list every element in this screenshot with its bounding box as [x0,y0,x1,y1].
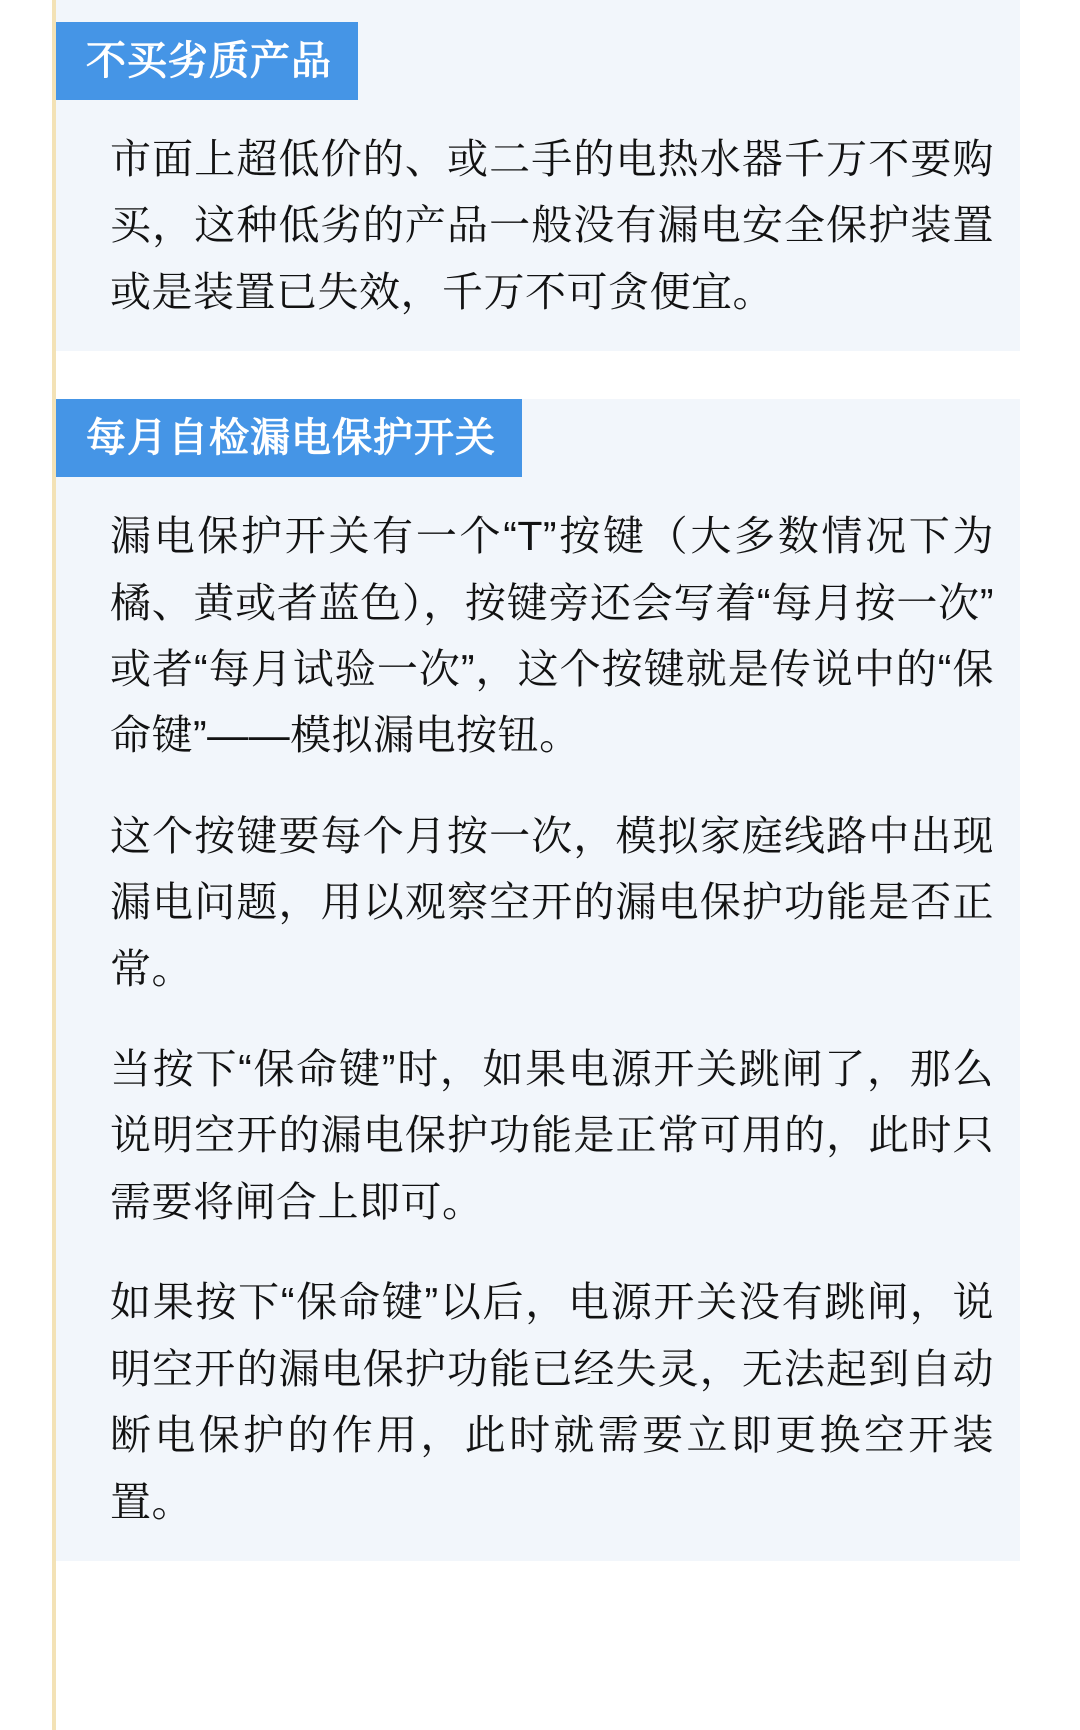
paragraph: 这个按键要每个月按一次，模拟家庭线路中出现漏电问题，用以观察空开的漏电保护功能是否正常。 [110,812,994,992]
section-bad-products [56,0,1020,351]
section-monthly-self-check [56,399,1020,1561]
section-heading-bad-products: 不买劣质产品 [56,22,358,100]
paragraph: 市面上超低价的、或二手的电热水器千万不要购买，这种低劣的产品一般没有漏电安全保护装置或是装置已失效，千万不可贪便宜。 [110,136,994,315]
section-divider [56,351,1020,399]
paragraph: 如果按下“保命键”以后，电源开关没有跳闸，说明空开的漏电保护功能已经失灵，无法起到自动断电保护的作用，此时就需要立即更换空开装置。 [110,1279,994,1525]
paragraph: 当按下“保命键”时，如果电源开关跳闸了，那么说明空开的漏电保护功能是正常可用的，此时只需要将闸合上即可。 [110,1046,994,1225]
paragraph: 漏电保护开关有一个“T”按键（大多数情况下为橘、黄或者蓝色），按键旁还会写着“每月按一次”或者“每月试验一次”，这个按键就是传说中的“保命键”——模拟漏电按钮。 [110,513,994,759]
section-heading-monthly-self-check: 每月自检漏电保护开关 [56,399,522,477]
